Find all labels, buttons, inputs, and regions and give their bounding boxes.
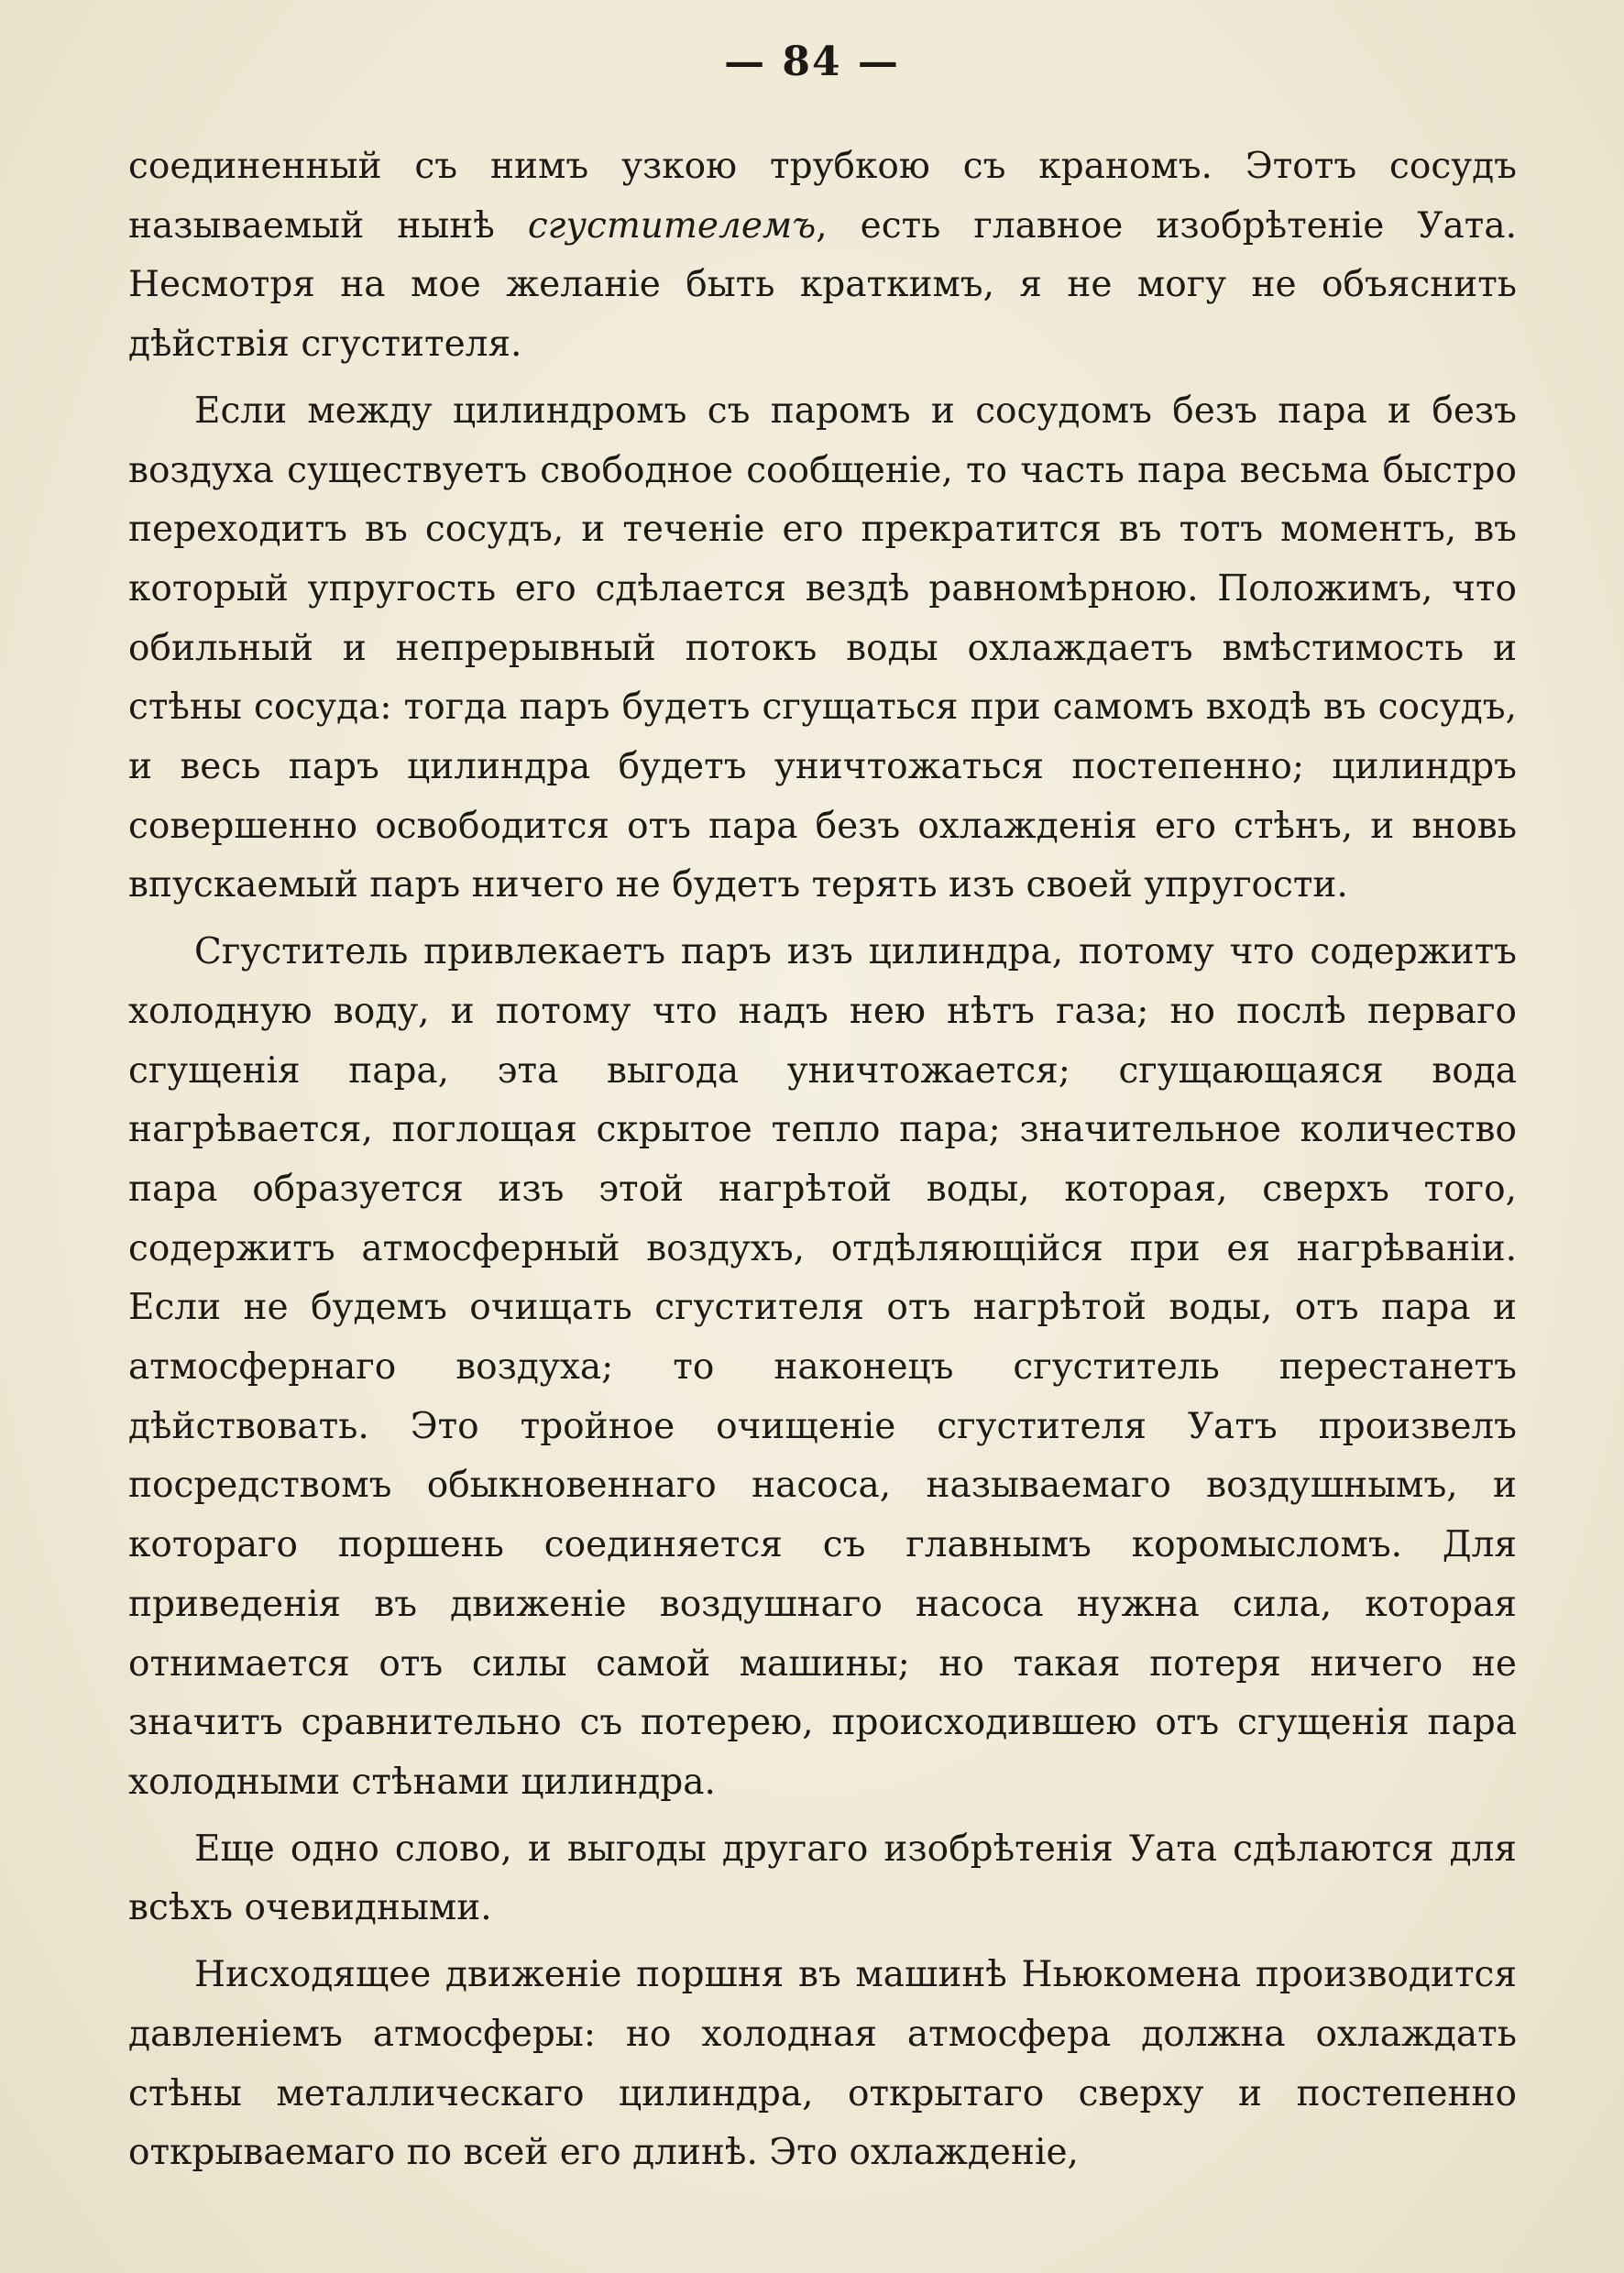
paragraph-1	[128, 137, 1517, 375]
body-text	[128, 137, 1517, 2191]
paragraph-1-text-before: соединенный съ нимъ узкою трубкою съ краномъ. Этотъ сосудъ называемый нынѣ	[128, 146, 1517, 247]
paragraph-3: Сгуститель привлекаетъ паръ изъ цилиндра, потому что содержитъ холодную воду, и потому что надъ нею нѣтъ газа; но послѣ перваго сгущенія пара, эта выгода уничтожается; сгущающаяся вода нагрѣвается, поглощая скрытое тепло пара; значительное количество пара образуется изъ этой нагрѣтой воды, которая, сверхъ того, содержитъ атмосферный воздухъ, отдѣляющійся при ея нагрѣваніи. Если не будемъ очищать сгустителя отъ нагрѣтой воды, отъ пара и атмосфернаго воздуха; то наконецъ сгуститель перестанетъ дѣйствовать. Это тройное очищеніе сгустителя Уатъ произвелъ посредствомъ обыкновеннаго насоса, называемаго воздушнымъ, и котораго поршень соединяется съ главнымъ коромысломъ. Для приведенія въ движеніе воздушнаго насоса нужна сила, которая отнимается отъ силы самой машины; но такая потеря ничего не значитъ сравнительно съ потерею, происходившею отъ сгущенія пара холодными стѣнами цилиндра.	[128, 931, 1517, 1803]
page-number: — 84 —	[724, 38, 900, 85]
paragraph-2: Если между цилиндромъ съ паромъ и сосудомъ безъ пара и безъ воздуха существуетъ свободное сообщеніе, то часть пара весьма быстро переходитъ въ сосудъ, и теченіе его прекратится въ тотъ моментъ, въ который упругость его сдѣлается вездѣ равномѣрною. Положимъ, что обильный и непрерывный потокъ воды охлаждаетъ вмѣстимость и стѣны сосуда: тогда паръ будетъ сгущаться при самомъ входѣ въ сосудъ, и весь паръ цилиндра будетъ уничтожаться постепенно; цилиндръ совершенно освободится отъ пара безъ охлажденія его стѣнъ, и вновь впускаемый паръ ничего не будетъ терять изъ своей упругости.	[128, 390, 1517, 906]
paragraph-5: Нисходящее движеніе поршня въ машинѣ Ньюкомена производится давленіемъ атмосферы: но холодная атмосфера должна охлаждать стѣны металлическаго цилиндра, открытаго сверху и постепенно открываемаго по всей его длинѣ. Это охлажденіе,	[128, 1954, 1517, 2174]
paragraph-1-text-after: , есть главное изобрѣтеніе Уата. Несмотря на мое желаніе быть краткимъ, я не могу не объяснить дѣйствія сгустителя.	[128, 204, 1517, 366]
paragraph-4: Еще одно слово, и выгоды другаго изобрѣтенія Уата сдѣлаются для всѣхъ очевидными.	[128, 1828, 1517, 1929]
italic-term-condenser: сгустителемъ	[527, 204, 817, 247]
